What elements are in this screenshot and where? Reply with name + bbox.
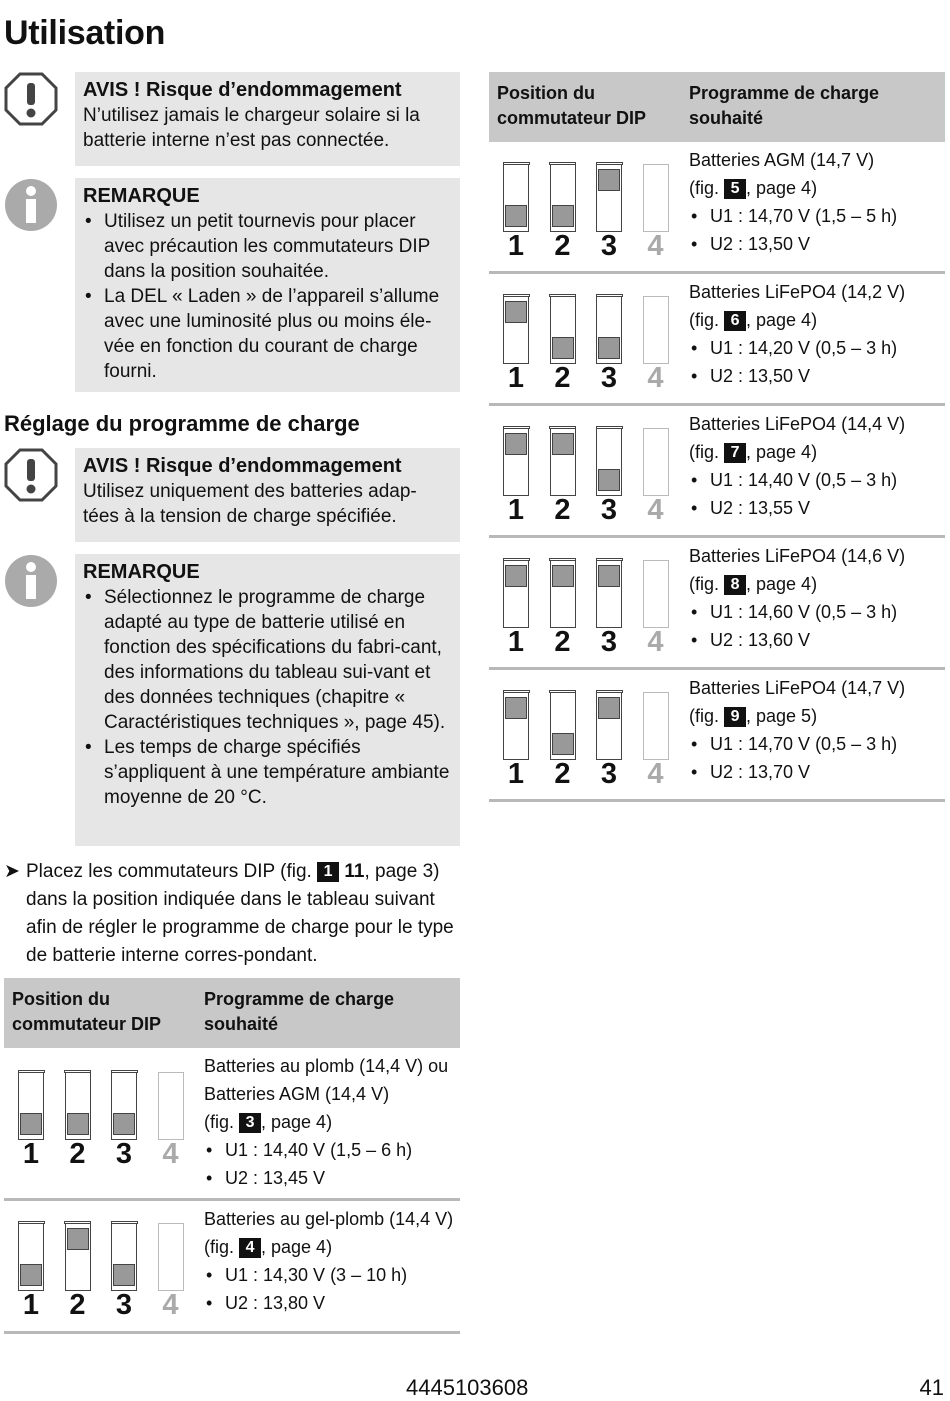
charge-program-description (204, 1052, 448, 1192)
note-bullet: • Les temps de charge spécifiés s’appliquent à une température ambiante moyenne de 20 °C. (83, 735, 450, 810)
dip-switch (643, 164, 669, 232)
voltage-spec: • U1 : 14,20 V (0,5 – 3 h) (689, 334, 905, 362)
charge-program-description (689, 410, 905, 522)
figure-reference: (fig. 3 , page 4) (204, 1112, 333, 1132)
notice-damage-2 (4, 448, 460, 542)
figure-number: 7 (724, 443, 746, 463)
dip-switch (596, 428, 622, 496)
voltage-spec: • U1 : 14,70 V (0,5 – 3 h) (689, 730, 905, 758)
table-row (489, 538, 945, 670)
header-dip-position: Position du commutateur DIP (12, 989, 162, 1034)
table-row (4, 1201, 460, 1334)
dip-switch-number: 2 (554, 362, 571, 394)
figure-reference: (fig. 6 , page 4) (689, 310, 818, 330)
dip-switch-group (14, 1223, 194, 1323)
dip-switch-number: 3 (600, 626, 618, 658)
figure-number: 9 (724, 707, 746, 727)
dip-switch-number: 2 (554, 758, 571, 790)
dip-switch-number: 3 (600, 362, 618, 394)
note-remark-2 (4, 554, 460, 846)
dip-switch-knob (552, 733, 574, 755)
dip-switch (643, 428, 669, 496)
dip-switch-group (499, 164, 679, 264)
dip-switch (111, 1223, 137, 1291)
exclamation-icon (4, 448, 58, 502)
dip-switch-group (499, 296, 679, 396)
exclamation-icon (4, 72, 58, 126)
dip-switch-group (499, 692, 679, 792)
note-remark-1 (4, 178, 460, 392)
voltage-spec: • U2 : 13,60 V (689, 626, 905, 654)
dip-switch (503, 692, 529, 760)
dip-switch-number: 4 (647, 494, 664, 526)
dip-switch-number: 3 (115, 1138, 133, 1170)
dip-switch-number: 2 (69, 1289, 86, 1321)
dip-switch-number: 1 (22, 1289, 40, 1321)
battery-type: Batteries AGM (14,7 V) (689, 150, 875, 170)
figure-reference: (fig. 7 , page 4) (689, 442, 818, 462)
dip-switch (550, 428, 576, 496)
dip-switch (111, 1072, 137, 1140)
dip-switch-knob (20, 1113, 42, 1135)
note-title: REMARQUE (83, 185, 200, 207)
dip-table-left (4, 978, 460, 1334)
dip-switch-group (14, 1072, 194, 1172)
dip-switch-number: 4 (647, 230, 664, 262)
battery-type: Batteries LiFePO4 (14,4 V) (689, 414, 906, 434)
dip-switch-number: 3 (600, 494, 618, 526)
dip-switch (643, 296, 669, 364)
dip-switch-number: 4 (647, 362, 664, 394)
battery-type: Batteries au gel-plomb (14,4 V) (204, 1209, 454, 1229)
table-row (4, 1048, 460, 1201)
header-charge-program: Programme de charge souhaité (689, 83, 880, 128)
table-row (489, 670, 945, 802)
dip-switch (643, 560, 669, 628)
table-row (489, 274, 945, 406)
dip-switch-knob (505, 205, 527, 227)
note-title: REMARQUE (83, 561, 200, 583)
note-bullet: • La DEL « Laden » de l’appareil s’allume avec une luminosité plus ou moins éle-vée en fonction du courant de charge fourni. (83, 284, 450, 384)
charge-program-description (689, 278, 905, 390)
dip-switch-number: 3 (600, 758, 618, 790)
voltage-spec: • U2 : 13,50 V (689, 230, 897, 258)
note-bullet: • Sélectionnez le programme de charge adapté au type de batterie utilisé en fonction des spécifications du fabri-cant, des informations du tableau sui-vant et des données techniques (chapitre « Caractéristiques techniques », page 45). (83, 585, 450, 735)
voltage-spec: • U1 : 14,70 V (1,5 – 5 h) (689, 202, 897, 230)
charge-program-description (689, 146, 897, 258)
charge-program-description (204, 1205, 453, 1317)
figure-ref: 1 (317, 862, 339, 882)
dip-switch (18, 1072, 44, 1140)
dip-switch-number: 2 (554, 230, 571, 262)
dip-switch (503, 428, 529, 496)
voltage-spec: • U2 : 13,55 V (689, 494, 905, 522)
dip-switch-knob (113, 1113, 135, 1135)
figure-number: 4 (239, 1238, 261, 1258)
dip-table-right (489, 72, 945, 802)
right-column (489, 72, 945, 802)
voltage-spec: • U2 : 13,80 V (204, 1289, 453, 1317)
table-header (489, 72, 945, 142)
dip-switch-knob (552, 433, 574, 455)
dip-switch-group (499, 428, 679, 528)
dip-switch-knob (505, 697, 527, 719)
dip-switch-knob (598, 697, 620, 719)
notice-title: AVIS ! Risque d’endommagement (83, 455, 402, 477)
figure-number: 8 (724, 575, 746, 595)
header-dip-position: Position du commutateur DIP (497, 83, 647, 128)
voltage-spec: • U2 : 13,70 V (689, 758, 905, 786)
dip-switch-number: 1 (507, 626, 525, 658)
dip-switch (158, 1072, 184, 1140)
dip-switch-knob (113, 1264, 135, 1286)
dip-switch-knob (598, 565, 620, 587)
notice-text: Utilisez uniquement des batteries adap-tées à la tension de charge spécifiée. (83, 481, 417, 527)
arrow-icon: ➤ (4, 861, 20, 882)
page-title: Utilisation (4, 14, 166, 52)
dip-switch (18, 1223, 44, 1291)
figure-number: 5 (724, 179, 746, 199)
section-title: Réglage du programme de charge (4, 411, 360, 436)
dip-switch-knob (67, 1228, 89, 1250)
info-icon (4, 554, 58, 608)
dip-switch-knob (505, 433, 527, 455)
dip-switch-number: 1 (22, 1138, 40, 1170)
note-bullet: • Utilisez un petit tournevis pour placer avec précaution les commutateurs DIP dans la position souhaitée. (83, 209, 450, 284)
battery-type: Batteries LiFePO4 (14,6 V) (689, 546, 906, 566)
dip-switch-number: 4 (647, 758, 664, 790)
dip-switch (596, 164, 622, 232)
dip-switch-knob (552, 337, 574, 359)
left-column (4, 72, 460, 1334)
dip-switch-number: 2 (554, 494, 571, 526)
dip-switch-knob (598, 169, 620, 191)
notice-damage-1 (4, 72, 460, 166)
dip-switch-number: 4 (647, 626, 664, 658)
dip-switch-number: 1 (507, 758, 525, 790)
dip-switch-number: 1 (507, 230, 525, 262)
voltage-spec: • U2 : 13,45 V (204, 1164, 448, 1192)
dip-switch (550, 560, 576, 628)
dip-switch-knob (20, 1264, 42, 1286)
charge-program-description (689, 674, 905, 786)
dip-switch-number: 3 (600, 230, 618, 262)
dip-switch-knob (598, 337, 620, 359)
battery-type: Batteries au plomb (14,4 V) ou (204, 1056, 449, 1076)
dip-switch-number: 4 (162, 1138, 179, 1170)
header-charge-program: Programme de charge souhaité (204, 989, 395, 1034)
dip-switch (596, 296, 622, 364)
dip-switch-knob (67, 1113, 89, 1135)
charge-program-description (689, 542, 905, 654)
dip-switch (596, 692, 622, 760)
battery-type: Batteries LiFePO4 (14,7 V) (689, 678, 906, 698)
voltage-spec: • U2 : 13,50 V (689, 362, 905, 390)
dip-switch (65, 1072, 91, 1140)
dip-switch (503, 560, 529, 628)
figure-number: 6 (724, 311, 746, 331)
dip-switch-knob (552, 205, 574, 227)
battery-type: Batteries LiFePO4 (14,2 V) (689, 282, 906, 302)
figure-reference: (fig. 8 , page 4) (689, 574, 818, 594)
dip-switch-knob (505, 565, 527, 587)
voltage-spec: • U1 : 14,40 V (0,5 – 3 h) (689, 466, 905, 494)
dip-switch-knob (505, 301, 527, 323)
dip-switch (550, 164, 576, 232)
dip-switch-knob (598, 469, 620, 491)
dip-switch-group (499, 560, 679, 660)
dip-switch-knob (552, 565, 574, 587)
figure-number: 3 (239, 1113, 261, 1133)
table-row (489, 406, 945, 538)
dip-switch (503, 164, 529, 232)
table-row (489, 142, 945, 274)
dip-switch-number: 1 (507, 362, 525, 394)
notice-text: N’utilisez jamais le chargeur solaire si la batterie interne n’est pas connectée. (83, 105, 420, 151)
dip-switch (596, 560, 622, 628)
voltage-spec: • U1 : 14,60 V (0,5 – 3 h) (689, 598, 905, 626)
figure-reference: (fig. 5 , page 4) (689, 178, 818, 198)
dip-switch (643, 692, 669, 760)
item-ref: 11 (344, 861, 365, 882)
dip-switch (503, 296, 529, 364)
table-header (4, 978, 460, 1048)
info-icon (4, 178, 58, 232)
document-code: 4445103608 (406, 1375, 529, 1400)
instruction-step: ➤ Placez les commutateurs DIP (fig. 1 11, page 3) dans la position indiquée dans le tableau suivant afin de régler le programme de charge pour le type de batterie interne corres-pondant. (4, 858, 460, 970)
dip-switch (158, 1223, 184, 1291)
dip-switch-number: 1 (507, 494, 525, 526)
figure-reference: (fig. 9 , page 5) (689, 706, 818, 726)
voltage-spec: • U1 : 14,40 V (1,5 – 6 h) (204, 1136, 448, 1164)
notice-title: AVIS ! Risque d’endommagement (83, 79, 402, 101)
dip-switch (550, 692, 576, 760)
dip-switch (550, 296, 576, 364)
dip-switch-number: 3 (115, 1289, 133, 1321)
dip-switch (65, 1223, 91, 1291)
voltage-spec: • U1 : 14,30 V (3 – 10 h) (204, 1261, 453, 1289)
figure-reference: (fig. 4 , page 4) (204, 1237, 333, 1257)
dip-switch-number: 2 (554, 626, 571, 658)
battery-type: Batteries AGM (14,4 V) (204, 1084, 390, 1104)
page-number: 41 (919, 1375, 944, 1400)
dip-switch-number: 4 (162, 1289, 179, 1321)
dip-switch-number: 2 (69, 1138, 86, 1170)
